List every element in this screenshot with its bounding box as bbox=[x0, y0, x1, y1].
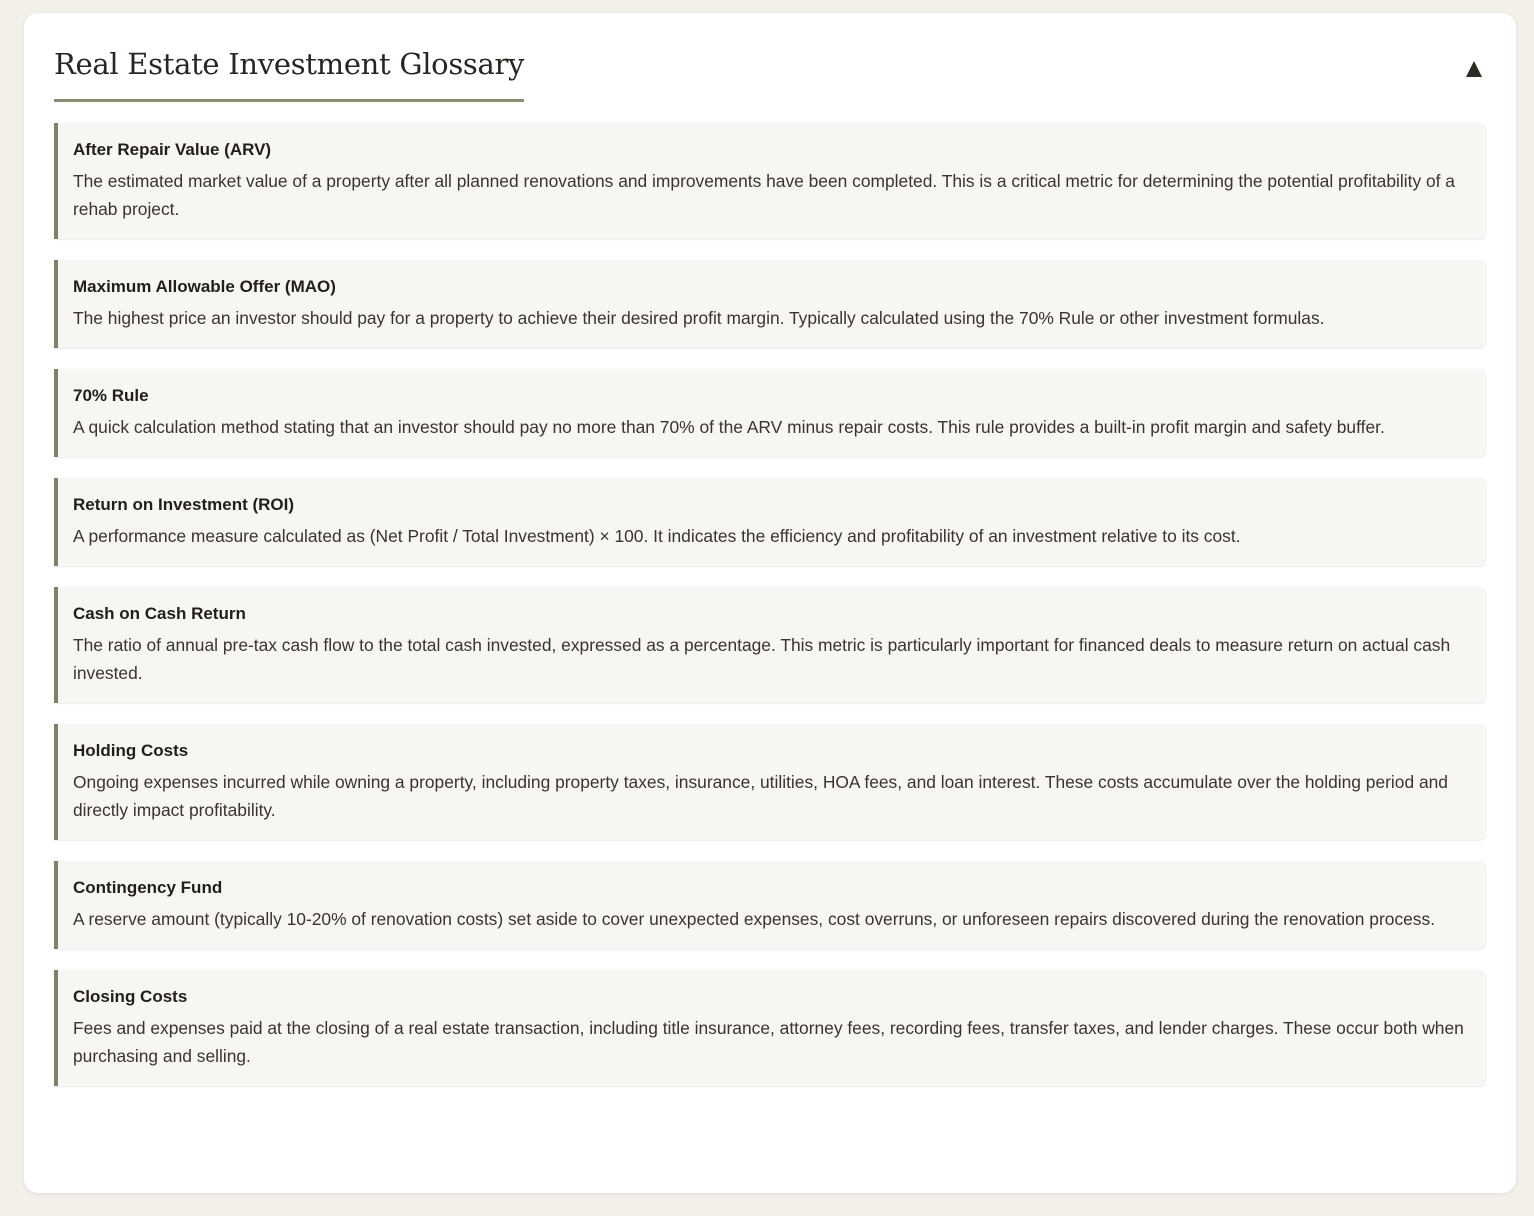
glossary-term: Closing Costs bbox=[73, 987, 188, 1006]
glossary-definition: A reserve amount (typically 10-20% of renovation costs) set aside to cover unexpected expenses, cost overruns, or unforeseen repairs discovered during the renovation process. bbox=[73, 909, 1436, 929]
glossary-item-closing-costs bbox=[54, 970, 1486, 1086]
glossary-item-cash-on-cash bbox=[54, 587, 1486, 703]
glossary-item-70-rule bbox=[54, 369, 1486, 457]
glossary-term: 70% Rule bbox=[73, 386, 149, 405]
glossary-term: Contingency Fund bbox=[73, 878, 223, 897]
glossary-definition: A performance measure calculated as (Net Profit / Total Investment) × 100. It indicates the efficiency and profitability of an investment relative to its cost. bbox=[73, 526, 1241, 546]
glossary-term: Holding Costs bbox=[73, 741, 189, 760]
glossary-definition: The estimated market value of a property after all planned renovations and improvements have been completed. This is a critical metric for determining the potential profitability of a rehab project. bbox=[73, 171, 1455, 219]
collapse-toggle-button[interactable] bbox=[1464, 59, 1484, 79]
glossary-term: Return on Investment (ROI) bbox=[73, 495, 295, 514]
triangle-up-icon bbox=[1466, 61, 1482, 77]
glossary-definition: A quick calculation method stating that an investor should pay no more than 70% of the ARV minus repair costs. This rule provides a built-in profit margin and safety buffer. bbox=[73, 417, 1385, 437]
glossary-item-contingency-fund bbox=[54, 861, 1486, 949]
glossary-item-arv bbox=[54, 123, 1486, 239]
glossary-definition: The highest price an investor should pay for a property to achieve their desired profit margin. Typically calculated using the 70% Rule or other investment formulas. bbox=[73, 308, 1325, 328]
glossary-term: Cash on Cash Return bbox=[73, 604, 246, 623]
glossary-item-mao bbox=[54, 260, 1486, 348]
glossary-header bbox=[54, 45, 1486, 115]
glossary-term: After Repair Value (ARV) bbox=[73, 140, 272, 159]
glossary-definition: The ratio of annual pre-tax cash flow to the total cash invested, expressed as a percentage. This metric is particularly important for financed deals to measure return on actual cash invested. bbox=[73, 635, 1451, 683]
glossary-definition: Ongoing expenses incurred while owning a property, including property taxes, insurance, utilities, HOA fees, and loan interest. These costs accumulate over the holding period and directly impact profitability. bbox=[73, 772, 1448, 820]
glossary-panel bbox=[24, 13, 1516, 1193]
glossary-item-holding-costs bbox=[54, 724, 1486, 840]
glossary-term: Maximum Allowable Offer (MAO) bbox=[73, 277, 336, 296]
glossary-list bbox=[54, 123, 1486, 1107]
glossary-item-roi bbox=[54, 478, 1486, 566]
glossary-title: Real Estate Investment Glossary bbox=[54, 45, 524, 102]
glossary-definition: Fees and expenses paid at the closing of a real estate transaction, including title insurance, attorney fees, recording fees, transfer taxes, and lender charges. These occur both when purchasing and selling. bbox=[73, 1018, 1464, 1066]
